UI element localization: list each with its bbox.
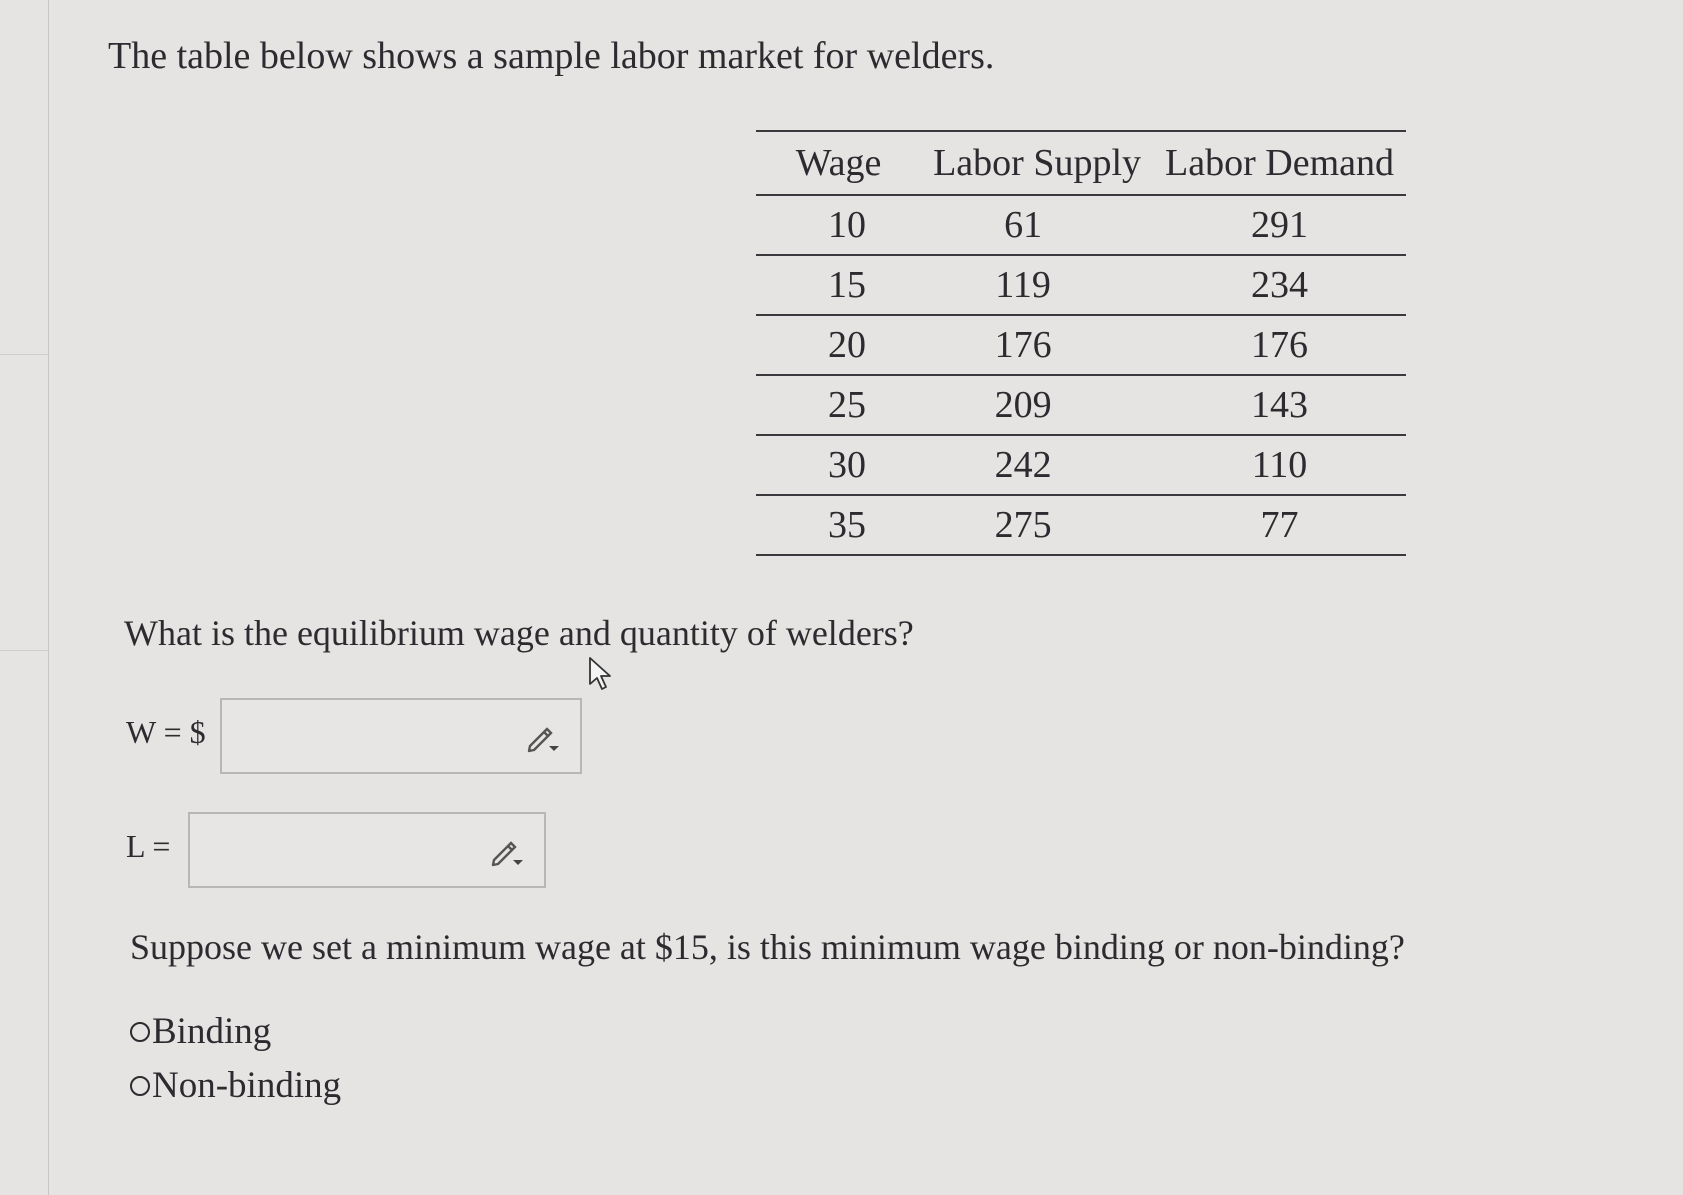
wage-cell: 25 — [756, 375, 921, 435]
option-binding[interactable] — [130, 1010, 271, 1053]
radio-button[interactable] — [130, 1022, 150, 1042]
demand-cell: 143 — [1153, 375, 1406, 435]
demand-cell: 234 — [1153, 255, 1406, 315]
pencil-dropdown-icon[interactable] — [524, 722, 562, 754]
table-row — [756, 495, 1406, 555]
table-row — [756, 315, 1406, 375]
labor-market-table — [756, 130, 1406, 556]
supply-cell: 176 — [921, 315, 1153, 375]
table-row — [756, 375, 1406, 435]
minimum-wage-question: Suppose we set a minimum wage at $15, is this minimum wage binding or non-binding? — [130, 927, 1405, 967]
wage-cell: 20 — [756, 315, 921, 375]
header-wage: Wage — [756, 131, 921, 195]
page-border — [48, 0, 49, 1195]
supply-cell: 242 — [921, 435, 1153, 495]
mouse-pointer-icon — [588, 656, 616, 692]
wage-cell: 10 — [756, 195, 921, 255]
border-tick — [0, 354, 48, 355]
labor-answer-box[interactable] — [188, 812, 546, 888]
border-tick — [0, 650, 48, 651]
pencil-dropdown-icon[interactable] — [488, 836, 526, 868]
wage-cell: 35 — [756, 495, 921, 555]
wage-cell: 15 — [756, 255, 921, 315]
table-row — [756, 435, 1406, 495]
supply-cell: 275 — [921, 495, 1153, 555]
supply-cell: 119 — [921, 255, 1153, 315]
demand-cell: 291 — [1153, 195, 1406, 255]
option-non-binding[interactable] — [130, 1064, 341, 1107]
option-label: Binding — [152, 1011, 272, 1052]
demand-cell: 77 — [1153, 495, 1406, 555]
equilibrium-question: What is the equilibrium wage and quantity of welders? — [124, 613, 914, 653]
table-row — [756, 255, 1406, 315]
radio-button[interactable] — [130, 1076, 150, 1096]
supply-cell: 209 — [921, 375, 1153, 435]
table-row — [756, 195, 1406, 255]
intro-text: The table below shows a sample labor market for welders. — [108, 35, 995, 77]
table-header-row — [756, 131, 1406, 195]
header-labor-supply: Labor Supply — [921, 131, 1153, 195]
header-labor-demand: Labor Demand — [1153, 131, 1406, 195]
wage-cell: 30 — [756, 435, 921, 495]
wage-label: W = $ — [126, 714, 206, 750]
labor-label: L = — [126, 828, 171, 864]
demand-cell: 176 — [1153, 315, 1406, 375]
wage-answer-box[interactable] — [220, 698, 582, 774]
supply-cell: 61 — [921, 195, 1153, 255]
option-label: Non-binding — [152, 1065, 342, 1106]
demand-cell: 110 — [1153, 435, 1406, 495]
